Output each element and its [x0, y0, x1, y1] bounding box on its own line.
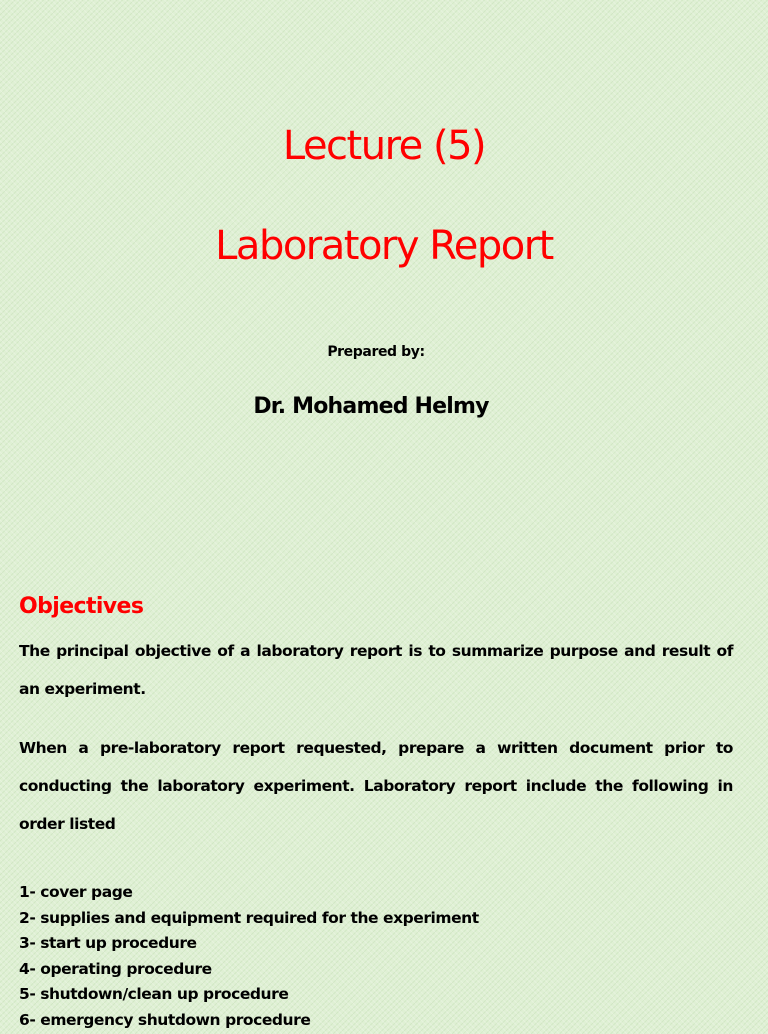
list-item: 2- supplies and equipment required for the experiment	[19, 908, 479, 927]
list-item: 1- cover page	[19, 883, 133, 901]
report-contents-list	[19, 880, 479, 1034]
prepared-by-label: Prepared by:	[327, 344, 425, 360]
lecture-title: Lecture (5)	[282, 123, 486, 169]
objectives-heading: Objectives	[19, 594, 144, 619]
list-item: 5- shutdown/clean up procedure	[19, 985, 289, 1004]
report-title: Laboratory Report	[215, 223, 553, 269]
list-item: 3- start up procedure	[19, 934, 197, 953]
list-item: 4- operating procedure	[19, 959, 212, 978]
list-item: 6- emergency shutdown procedure	[19, 1010, 311, 1029]
author-name: Dr. Mohamed Helmy	[253, 394, 489, 419]
pre-lab-paragraph: When a pre-laboratory report requested, prepare a written document prior to conducting the laboratory experiment. Laboratory report include the following in order listed	[19, 739, 733, 833]
objective-paragraph: The principal objective of a laboratory report is to summarize purpose and result of an experiment.	[19, 642, 733, 698]
